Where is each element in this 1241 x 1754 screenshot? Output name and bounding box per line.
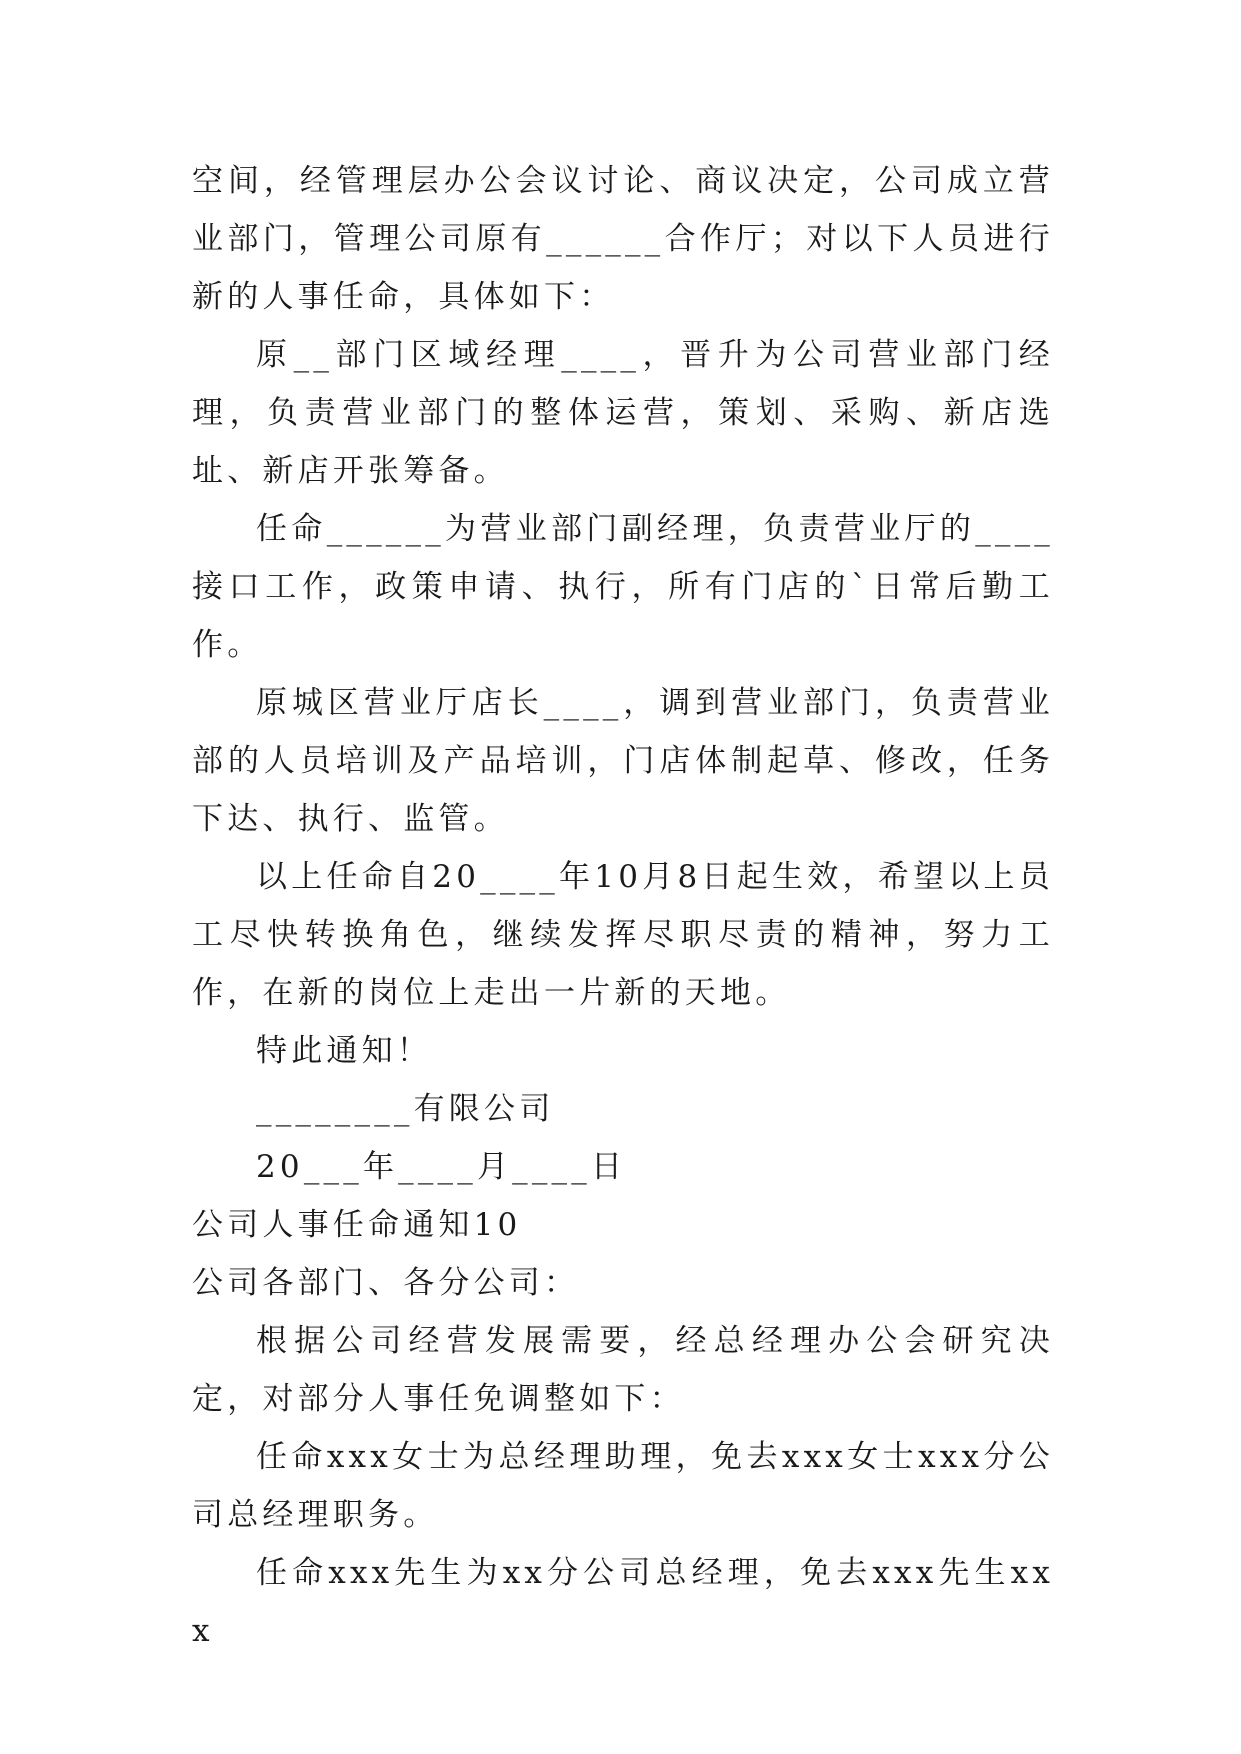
- body-paragraph: 任命xxx女士为总经理助理，免去xxx女士xxx分公司总经理职务。: [192, 1439, 1054, 1533]
- salutation: 公司各部门、各分公司：: [192, 1265, 580, 1301]
- body-paragraph: 原城区营业厅店长____，调到营业部门，负责营业部的人员培训及产品培训，门店体制起草、修改，任务下达、执行、监管。: [192, 685, 1054, 837]
- signature-date: 20___年____月____日: [256, 1149, 627, 1185]
- body-paragraph: 空间，经管理层办公会议讨论、商议决定，公司成立营业部门，管理公司原有______合作厅；对以下人员进行新的人事任命，具体如下：: [192, 163, 1054, 315]
- section-title: 公司人事任命通知10: [192, 1207, 522, 1243]
- document-body: [192, 152, 1054, 1660]
- body-paragraph: 原__部门区域经理____，晋升为公司营业部门经理，负责营业部门的整体运营，策划、采购、新店选址、新店开张筹备。: [192, 337, 1054, 489]
- closing-notice: 特此通知！: [256, 1033, 432, 1069]
- company-signature: ________有限公司: [256, 1091, 555, 1127]
- body-paragraph: 任命______为营业部门副经理，负责营业厅的____接口工作，政策申请、执行，所有门店的`日常后勤工作。: [192, 511, 1054, 663]
- body-paragraph: 根据公司经营发展需要，经总经理办公会研究决定，对部分人事任免调整如下：: [192, 1323, 1054, 1417]
- body-paragraph: 以上任命自20____年10月8日起生效，希望以上员工尽快转换角色，继续发挥尽职尽责的精神，努力工作，在新的岗位上走出一片新的天地。: [192, 859, 1054, 1011]
- body-paragraph: 任命xxx先生为xx分公司总经理，免去xxx先生xxx: [192, 1555, 1054, 1649]
